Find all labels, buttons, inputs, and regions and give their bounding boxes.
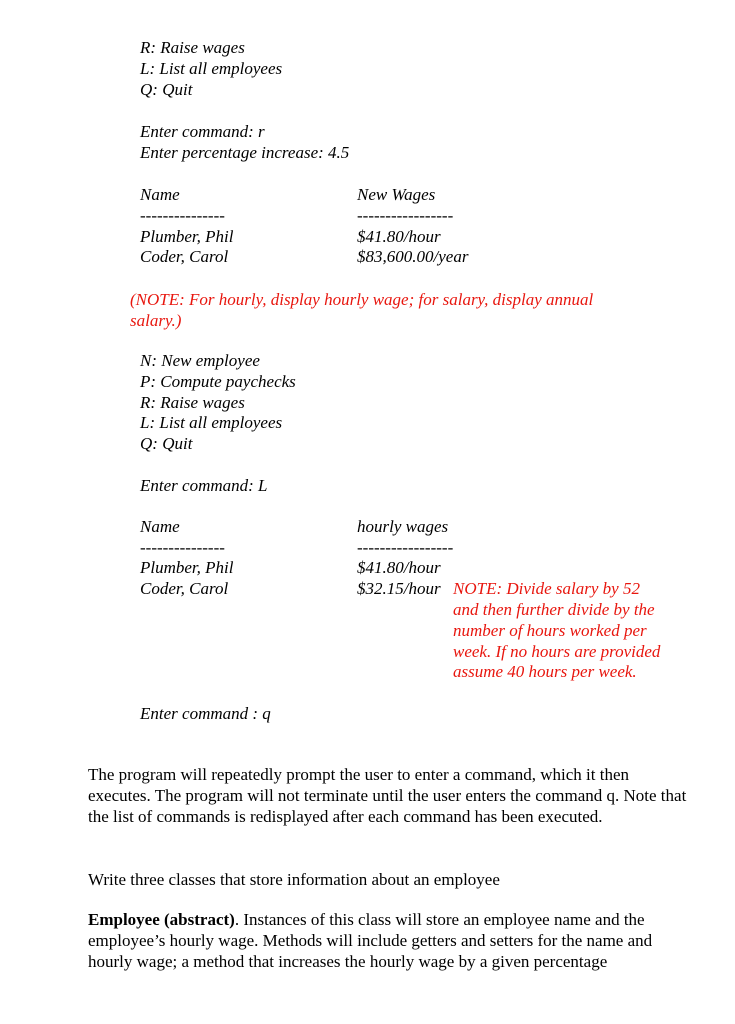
table1-divider-wages: ----------------- xyxy=(357,206,454,225)
note-divide-salary-line5: assume 40 hours per week. xyxy=(453,662,637,681)
table2-header-name: Name xyxy=(140,517,180,536)
menu-item-new-employee: N: New employee xyxy=(140,351,260,370)
table2-divider-wages: ----------------- xyxy=(357,538,454,557)
table1-header-name: Name xyxy=(140,185,180,204)
table2-divider-name: --------------- xyxy=(140,538,225,557)
note-hourly-salary-line1: (NOTE: For hourly, display hourly wage; for salary, display annual xyxy=(130,290,594,309)
note-divide-salary: NOTE: Divide salary by 52 xyxy=(453,579,640,598)
menu-item-list: L: List all employees xyxy=(140,59,283,78)
paragraph-program-description: The program will repeatedly prompt the user to enter a command, which it then executes. The program will not terminate until the user enters the command q. Note that the list of commands is redisplayed after each command has been executed. xyxy=(88,765,687,826)
command-prompt-3: Enter command : q xyxy=(140,704,271,723)
note-divide-salary-line4: week. If no hours are provided xyxy=(453,642,661,661)
employee-class-description: . Instances of this class will store an employee name and the employee’s hourly wage. Methods will include getters and setters for the name and hourly wage; a method that increases the hourly wage by a given percentage xyxy=(88,910,653,971)
note-hourly-salary-line2: salary.) xyxy=(130,311,182,330)
menu-item-raise: R: Raise wages xyxy=(140,393,245,412)
menu-item-quit: Q: Quit xyxy=(140,80,193,99)
table1-divider-name: --------------- xyxy=(140,206,225,225)
menu-item-list: L: List all employees xyxy=(140,413,283,432)
table2-header-wages: hourly wages xyxy=(357,517,449,536)
menu-item-raise: R: Raise wages xyxy=(140,38,245,57)
table2-row1-wage: $41.80/hour xyxy=(357,558,441,577)
command-prompt-1: Enter command: r xyxy=(140,122,265,141)
note-divide-salary-line3: number of hours worked per xyxy=(453,621,647,640)
table2-row2-wage: $32.15/hour xyxy=(357,579,441,598)
table1-row2-wage: $83,600.00/year xyxy=(357,247,469,266)
table1-row2-name: Coder, Carol xyxy=(140,247,229,266)
command-prompt-2: Enter command: L xyxy=(140,476,268,495)
menu-item-compute-paychecks: P: Compute paychecks xyxy=(140,372,296,391)
menu-item-quit: Q: Quit xyxy=(140,434,193,453)
table1-row1-wage: $41.80/hour xyxy=(357,227,441,246)
note-divide-salary-line2: and then further divide by the xyxy=(453,600,655,619)
table2-row1-name: Plumber, Phil xyxy=(140,558,234,577)
table2-row2-name: Coder, Carol xyxy=(140,579,229,598)
employee-class-heading: Employee (abstract) xyxy=(88,910,235,929)
paragraph-employee-class xyxy=(88,909,688,972)
paragraph-three-classes: Write three classes that store information about an employee xyxy=(88,870,500,889)
table1-header-wages: New Wages xyxy=(357,185,436,204)
table1-row1-name: Plumber, Phil xyxy=(140,227,234,246)
percentage-prompt: Enter percentage increase: 4.5 xyxy=(140,143,350,162)
